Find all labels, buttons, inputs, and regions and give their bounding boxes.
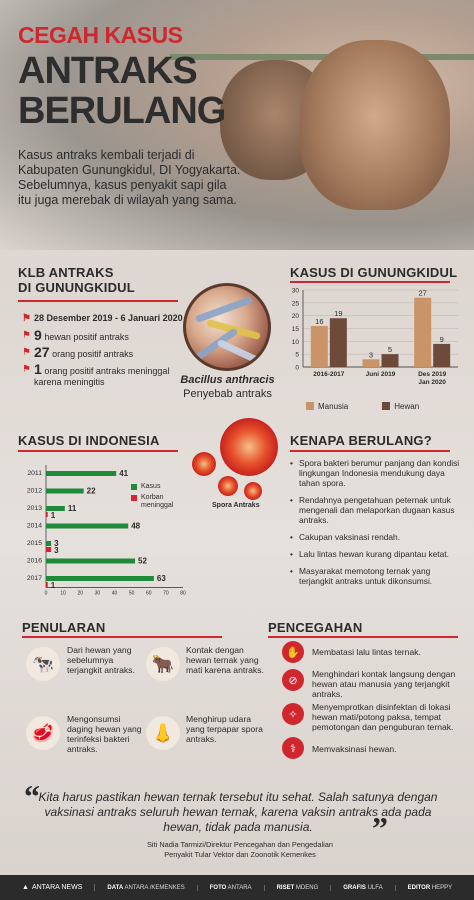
gunungkidul-legend [306,402,419,411]
gunungkidul-divider [290,281,450,283]
data-label: 1 [50,511,56,520]
bar-manusia [363,359,380,367]
intro-text: Kasus antraks kembali terjadi di Kabupaten Gunungkidul, DI Yogyakarta. Sebelumnya, kasus penyakit sapi gila itu juga merebak di wilayah yang sama. [18,148,241,207]
bar-meninggal [46,582,48,587]
y-tick-label: 10 [291,338,299,346]
data-label: 19 [334,309,343,319]
footer-credit-grafis: GRAFIS ULFA [331,885,395,891]
bar-kasus [46,506,65,511]
pin-icon: ⚑ [22,313,31,324]
footer-credit-editor: EDITOR HEPPY [407,884,453,891]
legend-item-manusia: Manusia [306,402,348,411]
bacillus-image [183,283,271,371]
x-tick-label: 30 [94,590,101,597]
data-label: 5 [387,345,393,355]
penularan-item-text: Dari hewan yang sebelumnya terjangkit antraks. [67,645,135,675]
footer-credit-foto: FOTO ANTARA [198,885,265,891]
y-tick-label: 25 [291,300,299,308]
pin-icon: ⚑ [22,330,31,341]
x-tick-label: 40 [111,590,118,597]
fence-rail [170,0,474,60]
cow-icon: 🐄 [26,647,60,681]
spray-icon: ✧ [282,703,304,725]
kenapa-item: • Spora bakteri berumur panjang dan kondisi lingkungan Indonesia mendukung daya tahan spora. [290,458,462,488]
bacillus-name: Bacillus anthracis [180,374,275,386]
bar-kasus [46,576,154,581]
antara-logo: ▲ ANTARA NEWS [10,884,95,891]
klb-item [22,327,187,343]
kenapa-item: • Rendahnya pengetahuan peternak untuk mengenali dan melaporkan dugaan kasus antraks. [290,495,462,525]
data-label: 48 [131,521,141,531]
x-tick-label: Des 2019 [418,371,447,378]
penularan-item-text: Mengonsumsi daging hewan yang terinfeksi bakteri antraks. [67,714,142,754]
bar-kasus [46,559,135,564]
bar-kasus [46,489,84,494]
title-line-2: ANTRAKS [18,50,197,92]
data-label: 3 [54,539,59,548]
spore-illustration [218,476,238,496]
pencegahan-item-text: Menghindari kontak langsung dengan hewan atau manusia yang terjangkit antraks. [312,669,456,699]
spore-illustration [244,482,262,500]
x-tick-label: 70 [163,590,169,597]
x-tick-label: 80 [180,590,186,597]
footer [0,875,474,900]
klb-item [22,361,187,388]
quote-text: Kita harus pastikan hewan ternak tersebut itu sehat. Salah satunya dengan vaksinasi antraks seluruh hewan ternak, karena vaksin antraks ada pada hewan, tidak pada manusia. [38,790,438,834]
x-tick-label: 20 [77,590,84,597]
pin-icon: ⚑ [22,364,31,375]
kenapa-list [290,458,462,593]
x-tick-label: 60 [145,590,152,597]
kenapa-item: • Cakupan vaksinasi rendah. [290,532,462,542]
indonesia-legend [131,483,181,513]
gunungkidul-chart [283,285,463,400]
y-tick-label: 2017 [26,575,42,582]
data-label: 16 [315,316,324,326]
bar-hewan [433,344,450,367]
lungs-icon: 👃 [146,716,180,750]
bar-hewan [382,354,399,367]
no-contact-icon: ⊘ [282,669,304,691]
y-tick-label: 2016 [26,557,42,565]
x-tick-label: Juni 2019 [365,371,396,378]
spore-label: Spora Antraks [212,502,260,509]
quote-open-mark: “ [24,778,40,814]
cow-photo [300,40,450,210]
indonesia-divider [18,450,178,452]
data-label: 63 [156,574,166,583]
antara-logo-icon: ▲ [22,884,29,891]
bar-manusia [414,298,431,367]
title-line-1: CEGAH KASUS [18,22,183,48]
quote-source-line-2: Penyakit Tular Vektor dan Zoonotik Kemenkes [164,850,316,859]
pencegahan-item-text: Memvaksinasi hewan. [312,744,397,754]
klb-item-text: hewan positif antraks [44,332,129,342]
y-tick-label: 0 [295,364,299,372]
pencegahan-item-text: Menyemprotkan disinfektan di lokasi hewan mati/potong paksa, tempat pemotongan dan penguburan ternak. [312,702,454,732]
indonesia-title: KASUS DI INDONESIA [18,433,160,448]
x-tick-label: 10 [60,590,66,597]
klb-item-number: 9 [34,327,42,343]
klb-divider [18,300,178,302]
syringe-icon: ⚕ [282,737,304,759]
penularan-item-text: Menghirup udara yang terpapar spora antraks. [186,714,263,744]
klb-item-number: 27 [34,344,50,360]
klb-item [22,344,187,360]
y-tick-label: 20 [291,313,299,321]
pin-icon: ⚑ [22,347,31,358]
gunungkidul-title: KASUS DI GUNUNGKIDUL [290,265,458,280]
bar-kasus [46,524,128,529]
legend-item-hewan: Hewan [382,402,419,411]
indonesia-chart [18,460,193,600]
y-tick-label: 2011 [27,470,42,477]
x-tick-label: Jan 2020 [418,379,446,386]
y-tick-label: 30 [291,287,299,295]
y-tick-label: 2015 [26,540,42,547]
title-line-3: BERULANG [18,90,226,132]
spore-illustration [192,452,216,476]
pencegahan-divider [268,636,458,638]
klb-date-row [22,313,187,324]
penularan-item-text: Kontak dengan hewan ternak yang mati karena antraks. [186,645,264,675]
kenapa-item: • Masyarakat memotong ternak yang terjangkit antraks untuk dikonsumsi. [290,566,462,586]
footer-credit-riset: RISET MDENG [265,885,332,891]
data-label: 3 [54,546,59,555]
x-tick-label: 2016-2017 [313,371,345,378]
pencegahan-title: PENCEGAHAN [268,620,363,635]
klb-date: 28 Desember 2019 - 6 Januari 2020 [34,313,183,323]
klb-item-text: orang positif antraks [52,349,134,359]
data-label: 41 [119,469,129,478]
data-label: 1 [50,581,56,590]
bar-manusia [311,326,328,367]
kenapa-title: KENAPA BERULANG? [290,433,432,448]
klb-item-number: 1 [34,361,42,377]
y-tick-label: 5 [295,351,299,359]
y-tick-label: 2012 [26,487,42,495]
quote-source-line-1: Siti Nadia Tarmizi/Direktur Pencegahan dan Pengedalian [147,840,333,849]
kenapa-item: • Lalu lintas hewan kurang dipantau ketat. [290,549,462,559]
quote-close-mark: ” [372,810,388,846]
klb-title-line-1: KLB ANTRAKS [18,265,114,280]
data-label: 3 [368,350,374,360]
bar-meninggal [46,547,51,552]
bar-hewan [330,318,347,367]
pencegahan-item-text: Membatasi lalu lintas ternak. [312,647,421,657]
penularan-divider [22,636,222,638]
data-label: 9 [439,334,444,344]
x-tick-label: 50 [128,590,135,597]
klb-title-line-2: DI GUNUNGKIDUL [18,280,135,295]
data-label: 22 [86,486,96,496]
bacillus-caption: Penyebab antraks [183,388,272,400]
bar-kasus [46,541,51,546]
data-label: 27 [418,288,427,298]
kenapa-divider [290,450,450,452]
x-tick-label: 0 [44,590,48,597]
y-tick-label: 2014 [26,522,42,530]
stop-hand-icon: ✋ [282,641,304,663]
spore-illustration [220,418,278,476]
legend-item-meninggal: Korban meninggal [131,494,181,510]
klb-title [18,265,135,295]
footer-credit-data: DATA ANTARA /KEMENKES [95,885,197,891]
y-tick-label: 15 [291,326,299,333]
data-label: 11 [67,504,77,513]
meat-icon: 🥩 [26,716,60,750]
penularan-title: PENULARAN [22,620,106,635]
bar-kasus [46,471,116,476]
legend-item-kasus: Kasus [131,483,181,491]
y-tick-label: 2013 [26,505,42,512]
bar-meninggal [46,512,48,517]
cow-touch-icon: 🐂 [146,647,180,681]
klb-item-text: orang positif antraks meninggal karena meningitis [34,366,170,387]
data-label: 52 [138,556,147,566]
